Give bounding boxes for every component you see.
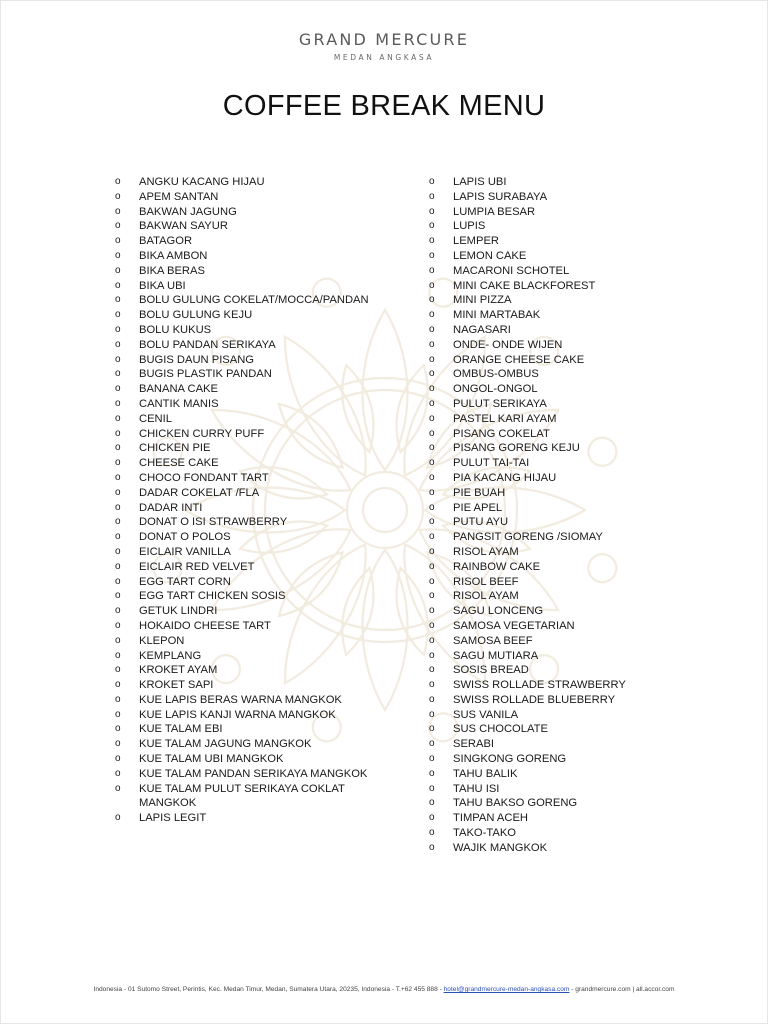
bullet-icon: o: [115, 412, 121, 424]
bullet-icon: o: [115, 442, 121, 454]
menu-item: [429, 575, 669, 590]
menu-item-label: KROKET SAPI: [139, 679, 214, 692]
menu-item-label: PULUT TAI-TAI: [453, 457, 530, 470]
menu-item-label: MINI CAKE BLACKFOREST: [453, 279, 596, 292]
menu-item-label: DONAT O ISI STRAWBERRY: [139, 516, 288, 529]
menu-item-label: CANTIK MANIS: [139, 397, 219, 410]
bullet-icon: o: [115, 767, 121, 779]
menu-item-label: EICLAIR RED VELVET: [139, 560, 255, 573]
menu-item-label: SAGU LONCENG: [453, 605, 544, 618]
menu-item-label: PIE BUAH: [453, 486, 506, 499]
brand-location: MEDAN ANGKASA: [333, 53, 435, 62]
menu-item: [115, 560, 375, 575]
bullet-icon: o: [429, 605, 435, 617]
menu-item-label: SWISS ROLLADE STRAWBERRY: [453, 679, 626, 692]
menu-item: [429, 589, 669, 604]
menu-item-label: LEMPER: [453, 235, 500, 248]
menu-item-label: PASTEL KARI AYAM: [453, 412, 557, 425]
bullet-icon: o: [429, 827, 435, 839]
menu-item: [115, 308, 375, 323]
menu-item-label: EGG TART CHICKEN SOSIS: [139, 590, 286, 603]
menu-item: [429, 471, 669, 486]
bullet-icon: o: [115, 323, 121, 335]
menu-item-label: BUGIS DAUN PISANG: [139, 353, 255, 366]
menu-item-label: BIKA AMBON: [139, 249, 208, 262]
menu-item-label: DADAR COKELAT /FLA: [139, 486, 260, 499]
menu-item-label: SUS CHOCOLATE: [453, 723, 548, 736]
bullet-icon: o: [115, 235, 121, 247]
menu-item: [429, 619, 669, 634]
menu-item: [429, 308, 669, 323]
bullet-icon: o: [115, 708, 121, 720]
bullet-icon: o: [115, 531, 121, 543]
menu-item-label: SERABI: [453, 738, 495, 751]
menu-item-label: TAHU BAKSO GORENG: [453, 797, 578, 810]
bullet-icon: o: [115, 516, 121, 528]
menu-item: [429, 293, 669, 308]
bullet-icon: o: [429, 412, 435, 424]
menu-item-label: SWISS ROLLADE BLUEBERRY: [453, 693, 616, 706]
bullet-icon: o: [429, 560, 435, 572]
menu-item-label: BIKA UBI: [139, 279, 186, 292]
menu-item: [429, 515, 669, 530]
menu-item: [115, 456, 375, 471]
bullet-icon: o: [429, 531, 435, 543]
bullet-icon: o: [115, 619, 121, 631]
menu-item: [429, 752, 669, 767]
bullet-icon: o: [115, 605, 121, 617]
menu-item: [429, 737, 669, 752]
menu-item-label: DONAT O POLOS: [139, 531, 231, 544]
menu-item: [429, 678, 669, 693]
bullet-icon: o: [429, 264, 435, 276]
bullet-icon: o: [115, 812, 121, 824]
menu-item: [429, 560, 669, 575]
bullet-icon: o: [115, 383, 121, 395]
menu-item: [429, 841, 669, 856]
bullet-icon: o: [429, 723, 435, 735]
menu-item-label: ORANGE CHEESE CAKE: [453, 353, 585, 366]
menu-item-label: SAMOSA VEGETARIAN: [453, 619, 575, 632]
menu-item: [429, 826, 669, 841]
bullet-icon: o: [429, 442, 435, 454]
menu-item-label: RAINBOW CAKE: [453, 560, 541, 573]
menu-item-label: PUTU AYU: [453, 516, 509, 529]
bullet-icon: o: [429, 338, 435, 350]
bullet-icon: o: [115, 205, 121, 217]
menu-item: [429, 545, 669, 560]
menu-item-label: CENIL: [139, 412, 172, 425]
menu-item: [429, 338, 669, 353]
menu-item: [115, 293, 375, 308]
bullet-icon: o: [115, 753, 121, 765]
footer-address: Indonesia - 01 Sutomo Street, Perintis, Kec. Medan Timur, Medan, Sumatera Utara, 20235, Indonesia - T.+62 455 888 -: [93, 986, 444, 993]
bullet-icon: o: [429, 220, 435, 232]
menu-item-label: LUMPIA BESAR: [453, 205, 536, 218]
menu-item: [115, 367, 375, 382]
bullet-icon: o: [115, 501, 121, 513]
menu-item: [115, 175, 375, 190]
bullet-icon: o: [429, 693, 435, 705]
menu-item: [115, 382, 375, 397]
bullet-icon: o: [429, 353, 435, 365]
menu-item: [115, 708, 375, 723]
menu-item-label: ONDE- ONDE WIJEN: [453, 338, 563, 351]
menu-item: [115, 323, 375, 338]
bullet-icon: o: [429, 575, 435, 587]
menu-item-label: PULUT SERIKAYA: [453, 397, 547, 410]
bullet-icon: o: [115, 397, 121, 409]
menu-item: [115, 722, 375, 737]
menu-item: [115, 427, 375, 442]
bullet-icon: o: [429, 279, 435, 291]
menu-item-label: RISOL AYAM: [453, 590, 519, 603]
menu-item-label: KUE LAPIS KANJI WARNA MANGKOK: [139, 708, 336, 721]
bullet-icon: o: [115, 723, 121, 735]
menu-item: [429, 367, 669, 382]
bullet-icon: o: [429, 471, 435, 483]
bullet-icon: o: [429, 249, 435, 261]
bullet-icon: o: [115, 590, 121, 602]
menu-item: [429, 708, 669, 723]
menu-item: [429, 397, 669, 412]
menu-item: [115, 397, 375, 412]
bullet-icon: o: [429, 545, 435, 557]
menu-item: [429, 811, 669, 826]
menu-item-label: KEMPLANG: [139, 649, 202, 662]
menu-item-label: PIA KACANG HIJAU: [453, 471, 557, 484]
bullet-icon: o: [115, 279, 121, 291]
menu-item: [115, 752, 375, 767]
menu-item: [115, 234, 375, 249]
bullet-icon: o: [115, 309, 121, 321]
menu-item-label: TAKO-TAKO: [453, 827, 516, 840]
menu-item: [429, 501, 669, 516]
bullet-icon: o: [429, 516, 435, 528]
menu-item: [115, 693, 375, 708]
menu-item: [429, 693, 669, 708]
menu-item-label: LAPIS SURABAYA: [453, 190, 548, 203]
bullet-icon: o: [429, 190, 435, 202]
bullet-icon: o: [115, 190, 121, 202]
bullet-icon: o: [429, 235, 435, 247]
bullet-icon: o: [429, 708, 435, 720]
menu-item-label: CHICKEN PIE: [139, 442, 211, 455]
menu-item: [115, 678, 375, 693]
footer-sites: - grandmercure.com | all.accor.com: [569, 986, 675, 993]
menu-item: [429, 634, 669, 649]
menu-item: [429, 649, 669, 664]
menu-item: [115, 249, 375, 264]
bullet-icon: o: [115, 220, 121, 232]
menu-item-label: SOSIS BREAD: [453, 664, 529, 677]
bullet-icon: o: [429, 309, 435, 321]
menu-item: [115, 219, 375, 234]
menu-item-label: WAJIK MANGKOK: [453, 841, 548, 854]
menu-item-label: CHOCO FONDANT TART: [139, 471, 269, 484]
bullet-icon: o: [115, 782, 121, 794]
bullet-icon: o: [429, 323, 435, 335]
menu-item: [429, 486, 669, 501]
menu-item-label: CHEESE CAKE: [139, 457, 219, 470]
menu-item-label: TAHU ISI: [453, 782, 500, 795]
menu-item: [429, 190, 669, 205]
menu-item-label: BIKA BERAS: [139, 264, 205, 277]
menu-item: [429, 796, 669, 811]
bullet-icon: o: [429, 738, 435, 750]
menu-item-label: SINGKONG GORENG: [453, 753, 567, 766]
menu-item-label: KUE TALAM PANDAN SERIKAYA MANGKOK: [139, 767, 368, 780]
menu-item-label: LUPIS: [453, 220, 486, 233]
menu-item: [429, 175, 669, 190]
menu-item-label: GETUK LINDRI: [139, 605, 218, 618]
menu-item: [115, 589, 375, 604]
menu-item-label: PISANG COKELAT: [453, 427, 550, 440]
menu-item-label: KUE TALAM UBI MANGKOK: [139, 753, 284, 766]
menu-item-label: CHICKEN CURRY PUFF: [139, 427, 265, 440]
bullet-icon: o: [429, 294, 435, 306]
menu-item-label: KUE TALAM JAGUNG MANGKOK: [139, 738, 312, 751]
bullet-icon: o: [115, 560, 121, 572]
bullet-icon: o: [115, 176, 121, 187]
menu-item-label: APEM SANTAN: [139, 190, 219, 203]
bullet-icon: o: [115, 294, 121, 306]
bullet-icon: o: [115, 664, 121, 676]
menu-item: [115, 338, 375, 353]
menu-item: [115, 515, 375, 530]
menu-item: [429, 353, 669, 368]
bullet-icon: o: [115, 693, 121, 705]
footer: [0, 986, 768, 993]
bullet-icon: o: [115, 649, 121, 661]
menu-item-label: ONGOL-ONGOL: [453, 383, 538, 396]
bullet-icon: o: [115, 575, 121, 587]
bullet-icon: o: [429, 767, 435, 779]
menu-item: [429, 441, 669, 456]
menu-item: [429, 264, 669, 279]
bullet-icon: o: [115, 264, 121, 276]
menu-item: [429, 530, 669, 545]
menu-item-label: HOKAIDO CHEESE TART: [139, 619, 271, 632]
menu-item-label: MACARONI SCHOTEL: [453, 264, 570, 277]
menu-item: [115, 353, 375, 368]
menu-item: [429, 782, 669, 797]
menu-item: [115, 441, 375, 456]
bullet-icon: o: [429, 397, 435, 409]
menu-item: [429, 604, 669, 619]
menu-item: [115, 545, 375, 560]
menu-item: [115, 604, 375, 619]
menu-item: [429, 219, 669, 234]
bullet-icon: o: [429, 841, 435, 853]
menu-item-label: KLEPON: [139, 634, 185, 647]
bullet-icon: o: [115, 679, 121, 691]
bullet-icon: o: [115, 249, 121, 261]
menu-item: [429, 279, 669, 294]
menu-item-label: TAHU BALIK: [453, 767, 518, 780]
bullet-icon: o: [429, 486, 435, 498]
menu-item: [115, 279, 375, 294]
bullet-icon: o: [115, 338, 121, 350]
bullet-icon: o: [115, 427, 121, 439]
menu-item-label: TIMPAN ACEH: [453, 812, 529, 825]
bullet-icon: o: [115, 545, 121, 557]
bullet-icon: o: [115, 457, 121, 469]
brand-header: [0, 30, 768, 62]
menu-item-label: PIE APEL: [453, 501, 503, 514]
bullet-icon: o: [429, 368, 435, 380]
bullet-icon: o: [429, 176, 435, 187]
menu-item: [115, 619, 375, 634]
menu-item: [115, 575, 375, 590]
menu-item-label: LAPIS LEGIT: [139, 812, 207, 825]
menu-item: [429, 205, 669, 220]
menu-item-label: LAPIS UBI: [453, 176, 507, 188]
menu-item-label: ANGKU KACANG HIJAU: [139, 176, 265, 188]
bullet-icon: o: [429, 679, 435, 691]
menu-item-label: PISANG GORENG KEJU: [453, 442, 580, 455]
menu-item: [115, 190, 375, 205]
menu-item-label: BOLU GULUNG KEJU: [139, 309, 253, 322]
menu-item: [115, 501, 375, 516]
menu-item-label: BAKWAN JAGUNG: [139, 205, 237, 218]
menu-item: [115, 811, 375, 826]
menu-item-label: MINI MARTABAK: [453, 309, 541, 322]
bullet-icon: o: [429, 664, 435, 676]
menu-item-label: BOLU PANDAN SERIKAYA: [139, 338, 276, 351]
bullet-icon: o: [429, 457, 435, 469]
menu-item: [429, 412, 669, 427]
menu-item-label: PANGSIT GORENG /SIOMAY: [453, 531, 603, 544]
bullet-icon: o: [115, 471, 121, 483]
menu-item: [115, 471, 375, 486]
menu-item-label: OMBUS-OMBUS: [453, 368, 539, 381]
menu-item-label: KUE LAPIS BERAS WARNA MANGKOK: [139, 693, 342, 706]
menu-item-label: KROKET AYAM: [139, 664, 218, 677]
menu-item-label: SAGU MUTIARA: [453, 649, 539, 662]
bullet-icon: o: [429, 812, 435, 824]
menu-item-label: KUE TALAM EBI: [139, 723, 223, 736]
menu-item: [115, 634, 375, 649]
bullet-icon: o: [429, 590, 435, 602]
menu-item-label: BOLU KUKUS: [139, 323, 212, 336]
menu-item-label: KUE TALAM PULUT SERIKAYA COKLAT MANGKOK: [139, 782, 345, 810]
menu-item: [115, 412, 375, 427]
menu-item: [115, 530, 375, 545]
menu-item-label: BOLU GULUNG COKELAT/MOCCA/PANDAN: [139, 294, 369, 307]
menu-item: [429, 722, 669, 737]
menu-item: [115, 782, 375, 812]
menu-item: [115, 737, 375, 752]
menu-item: [115, 486, 375, 501]
menu-item: [115, 663, 375, 678]
menu-item-label: BANANA CAKE: [139, 383, 218, 396]
menu-item: [429, 323, 669, 338]
bullet-icon: o: [115, 486, 121, 498]
bullet-icon: o: [429, 753, 435, 765]
bullet-icon: o: [429, 383, 435, 395]
menu-item-label: BUGIS PLASTIK PANDAN: [139, 368, 272, 381]
menu-left-column: [115, 175, 375, 826]
menu-item-label: BATAGOR: [139, 235, 193, 248]
menu-item: [115, 205, 375, 220]
menu-item-label: RISOL AYAM: [453, 545, 519, 558]
bullet-icon: o: [429, 797, 435, 809]
bullet-icon: o: [429, 427, 435, 439]
menu-item: [429, 382, 669, 397]
bullet-icon: o: [115, 353, 121, 365]
bullet-icon: o: [429, 634, 435, 646]
menu-item-label: BAKWAN SAYUR: [139, 220, 228, 233]
menu-item-label: DADAR INTI: [139, 501, 203, 514]
menu-item: [429, 234, 669, 249]
menu-item-label: RISOL BEEF: [453, 575, 519, 588]
menu-item-label: SAMOSA BEEF: [453, 634, 533, 647]
bullet-icon: o: [429, 782, 435, 794]
menu-right-column: [429, 175, 669, 856]
bullet-icon: o: [429, 649, 435, 661]
menu-item: [429, 663, 669, 678]
menu-item-label: LEMON CAKE: [453, 249, 527, 262]
menu-item-label: SUS VANILA: [453, 708, 519, 721]
bullet-icon: o: [429, 205, 435, 217]
page-title: COFFEE BREAK MENU: [222, 90, 546, 122]
bullet-icon: o: [115, 368, 121, 380]
brand-name: GRAND MERCURE: [298, 30, 470, 49]
menu-item: [429, 427, 669, 442]
menu-item: [429, 249, 669, 264]
menu-item: [115, 264, 375, 279]
menu-item-label: MINI PIZZA: [453, 294, 512, 307]
bullet-icon: o: [115, 634, 121, 646]
menu-item: [115, 767, 375, 782]
bullet-icon: o: [429, 619, 435, 631]
menu-item: [115, 649, 375, 664]
menu-item-label: EGG TART CORN: [139, 575, 231, 588]
footer-email-link[interactable]: hotel@grandmercure-medan-angkasa.com: [443, 986, 570, 993]
menu-item-label: NAGASARI: [453, 323, 511, 336]
menu-item-label: EICLAIR VANILLA: [139, 545, 231, 558]
menu-item: [429, 767, 669, 782]
menu-item: [429, 456, 669, 471]
bullet-icon: o: [115, 738, 121, 750]
bullet-icon: o: [429, 501, 435, 513]
